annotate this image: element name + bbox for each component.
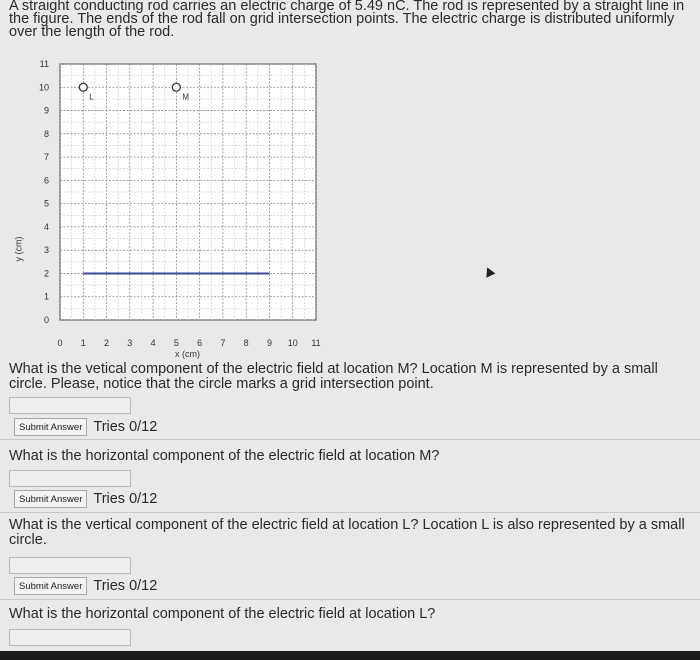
point-L-marker xyxy=(79,83,87,91)
x-tick-label: 6 xyxy=(197,338,203,348)
x-tick-label: 3 xyxy=(127,338,133,348)
tries-counter-2: Tries 0/12 xyxy=(93,491,158,507)
y-tick-label: 5 xyxy=(43,198,49,209)
divider-1 xyxy=(0,439,700,440)
bottom-bar xyxy=(0,651,700,660)
x-tick-label: 11 xyxy=(311,338,321,348)
grid-plot xyxy=(0,52,340,364)
y-tick-label: 3 xyxy=(43,245,49,256)
answer-input-2[interactable] xyxy=(9,470,131,487)
x-tick-label: 10 xyxy=(287,338,298,348)
y-tick-label: 7 xyxy=(43,152,49,163)
submit-answer-button-3[interactable]: Submit Answer xyxy=(14,577,87,595)
mouse-cursor-icon xyxy=(483,265,496,277)
x-tick-label: 2 xyxy=(104,338,110,348)
answer-input-4[interactable] xyxy=(9,629,131,646)
question-3-text: What is the vertical component of the electric field at location L? Location L is also represented by a small circle. xyxy=(9,517,685,548)
submit-row-3 xyxy=(9,575,157,597)
x-tick-label: 8 xyxy=(243,338,249,348)
x-tick-label: 1 xyxy=(80,338,86,348)
question-4-text: What is the horizontal component of the electric field at location L? xyxy=(9,606,436,622)
y-tick-label: 0 xyxy=(43,315,49,325)
y-tick-label: 6 xyxy=(43,175,49,186)
divider-2 xyxy=(0,512,700,513)
question-1-text: What is the vetical component of the electric field at location M? Location M is represented by a small circle. Please, notice that the circle marks a grid intersection point. xyxy=(9,361,658,392)
x-tick-label: 0 xyxy=(57,338,63,348)
point-M-label: M xyxy=(182,92,190,102)
y-tick-label: 10 xyxy=(38,82,49,93)
y-tick-label: 2 xyxy=(43,268,49,279)
submit-answer-button-2[interactable]: Submit Answer xyxy=(14,490,87,508)
x-tick-label: 9 xyxy=(266,338,272,348)
submit-row-1 xyxy=(9,416,157,438)
divider-3 xyxy=(0,599,700,600)
y-tick-label: 11 xyxy=(39,59,49,69)
y-tick-label: 1 xyxy=(43,291,49,302)
tries-counter-3: Tries 0/12 xyxy=(93,578,158,594)
rod-figure xyxy=(0,52,340,364)
y-tick-label: 8 xyxy=(43,128,49,139)
point-M-marker xyxy=(172,83,180,91)
submit-answer-button-1[interactable]: Submit Answer xyxy=(14,418,87,436)
submit-row-2 xyxy=(9,488,157,510)
y-tick-label: 4 xyxy=(43,221,49,232)
x-tick-label: 7 xyxy=(220,338,226,348)
x-axis-label: x (cm) xyxy=(175,349,200,359)
y-axis-label: y (cm) xyxy=(13,236,24,262)
y-tick-label: 9 xyxy=(43,105,49,116)
answer-input-3[interactable] xyxy=(9,557,131,574)
answer-input-1[interactable] xyxy=(9,397,131,414)
point-L-label: L xyxy=(89,92,94,102)
tries-counter-1: Tries 0/12 xyxy=(93,419,158,435)
x-tick-label: 5 xyxy=(173,338,179,348)
x-tick-label: 4 xyxy=(150,338,156,348)
problem-statement: A straight conducting rod carries an electric charge of 5.49 nC. The rod is represented by a straight line in the figure. The ends of the rod fall on grid intersection points. The electric charge is distributed uniformly over the length of the rod. xyxy=(9,0,685,40)
question-2-text: What is the horizontal component of the electric field at location M? xyxy=(9,448,440,464)
